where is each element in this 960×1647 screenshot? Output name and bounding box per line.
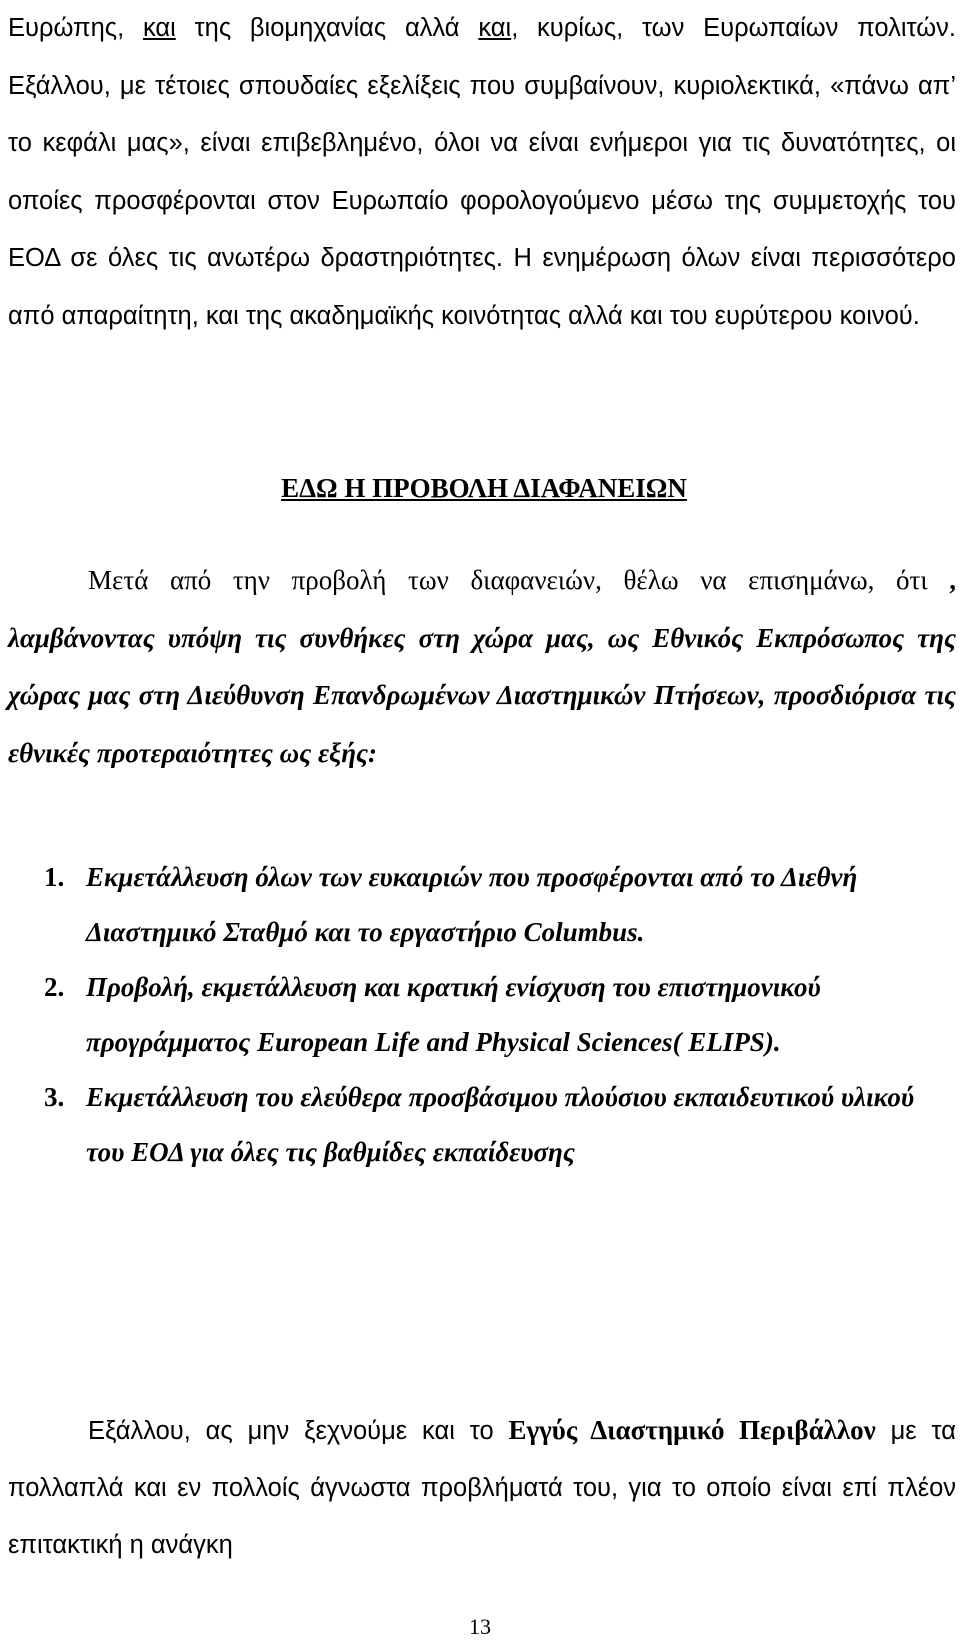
section-heading-text: ΕΔΩ Η ΠΡΟΒΟΛΗ ΔΙΑΦΑΝΕΙΩΝ [281, 473, 687, 503]
priority-number: 1. [44, 862, 65, 892]
intro-text-1: Ευρώπης, [8, 14, 143, 42]
page-number: 13 [469, 1614, 491, 1639]
priority-item [8, 850, 956, 960]
priority-text: Εκμετάλλευση του ελεύθερα προσβάσιμου πλούσιου εκπαιδευτικού υλικού του ΕΟΔ για όλες τις βαθμίδες εκπαίδευσης [86, 1082, 915, 1167]
intro-text-3: , κυρίως, των Ευρωπαίων πολιτών. Εξάλλου, με τέτοιες σπουδαίες εξελίξεις που συμβαίνουν, κυριολεκτικά, «πάνω απ’ το κεφάλι μας», είναι επιβεβλημένο, όλοι να είναι ενήμεροι για τις δυνατότητες, οι οποίες προσφέρονται στον Ευρωπαίο φορολογούμενο μέσω της συμμετοχής του ΕΟΔ σε όλες τις ανωτέρω δραστηριότητες. Η ενημέρωση όλων είναι περισσότερο από απαραίτητη, και της ακαδημαϊκής κοινότητας αλλά και του ευρύτερου κοινού. [8, 14, 956, 330]
closing-paragraph [8, 1402, 956, 1574]
closing-rest: με τα πολλαπλά και εν πολλοίς άγνωστα προβλήματά του, για το οποίο είναι επί πλέον επιτακτική η ανάγκη [8, 1417, 956, 1559]
intro-underlined-kai-1: και [142, 14, 176, 42]
priority-text: Προβολή, εκμετάλλευση και κρατική ενίσχυση του επιστημονικού προγράμματος European Life and Physical Sciences( ELIPS). [86, 972, 821, 1057]
intro-underlined-kai-2: και [478, 14, 512, 42]
closing-lead: Εξάλλου, ας μην ξεχνούμε και το [88, 1417, 509, 1445]
intro-paragraph [8, 0, 956, 345]
intro-text-2: της βιομηχανίας αλλά [175, 14, 479, 42]
priorities-intro-paragraph [8, 552, 956, 782]
priority-item [8, 960, 956, 1070]
priorities-intro-lead: Μετά από την προβολή των διαφανειών, θέλω να επισημάνω, ότι [88, 565, 928, 595]
closing-bold-term: Εγγύς Διαστημικό Περιβάλλον [508, 1415, 876, 1445]
section-heading [0, 468, 960, 508]
priorities-intro-body: λαμβάνοντας υπόψη τις συνθήκες στη χώρα μας, ως Εθνικός Εκπρόσωπος της χώρας μας στη Διεύθυνση Επανδρωμένων Διαστημικών Πτήσεων, προσδιόρισα τις εθνικές προτεραιότητες ως εξής: [8, 622, 956, 768]
priority-number: 3. [44, 1082, 65, 1112]
priorities-list [8, 850, 956, 1180]
priority-text: Εκμετάλλευση όλων των ευκαιριών που προσφέρονται από το Διεθνή Διαστημικό Σταθμό και το εργαστήριο Columbus. [86, 862, 858, 947]
priorities-intro-comma: , [927, 565, 956, 595]
priority-item [8, 1070, 956, 1180]
priority-number: 2. [44, 972, 65, 1002]
